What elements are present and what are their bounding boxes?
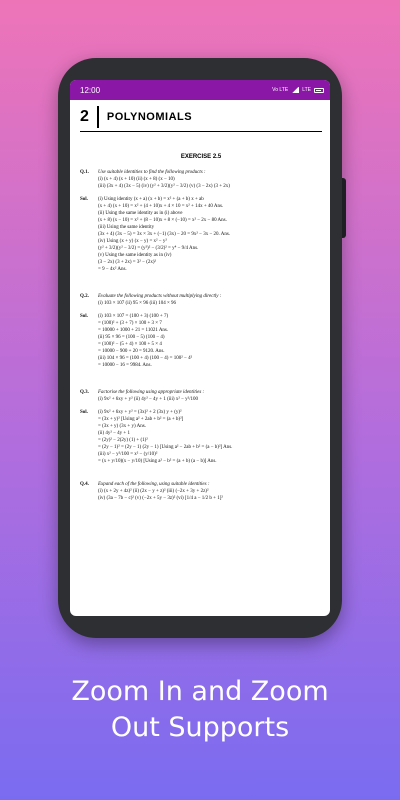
question-number: Q.2.: [80, 294, 89, 299]
exercise-title: EXERCISE 2.5: [180, 154, 222, 160]
lte-label: LTE: [302, 87, 311, 93]
solution-line: (iii) 104 × 96 = (100 + 4) (100 − 4) = 100² − 4²: [98, 356, 193, 361]
volte-label: Vo LTE: [272, 87, 289, 93]
solution-line: (x + 4) (x + 10) = x² + (4 + 10)x + 4 × 10 = x² + 14x + 40 Ans.: [98, 204, 224, 209]
solution-line: = 10000 + 1000 + 21 = 11021 Ans.: [98, 328, 169, 333]
solution-line: (x + 8) (x − 10) = x² + (8 − 10)x + 8 × (−10) = x² − 2x − 80 Ans.: [98, 218, 227, 223]
question-text: Evaluate the following products without multiplying directly :: [98, 294, 222, 299]
solution-line: (i) 9x² + 6xy + y² = (3x)² + 2 (3x) y + (y)²: [98, 410, 182, 415]
solution-line: = (2y − 1)² = (2y − 1) (2y − 1) [Using a² − 2ab + b² = (a − b)²] Ans.: [98, 445, 233, 450]
solution: [80, 196, 322, 273]
solution-line: (iv) Using (x + y) (x − y) = x² − y²: [98, 239, 167, 244]
question-number: Q.1.: [80, 170, 89, 175]
question-parts: (iv) (3a − 7b − c)² (v) (−2x + 5y − 3z)² (vi) [1/4 a − 1/2 b + 1]²: [98, 496, 223, 501]
solution-line: (i) 103 × 107 = (100 + 3) (100 + 7): [98, 314, 169, 319]
solution-line: (3x + 4) (3x − 5) = 3x × 3x + (−1) (3x) − 20 = 9x² − 3x − 20. Ans.: [98, 232, 231, 237]
promo-caption-line: Out Supports: [110, 712, 290, 743]
solution-label: Sol.: [80, 410, 88, 415]
question-2: [80, 293, 322, 369]
signal-icon: [291, 87, 299, 93]
solution-line: (ii) Using the same identity as in (i) above: [98, 211, 183, 216]
phone-frame: [58, 58, 342, 638]
app-screen: [70, 80, 330, 616]
chapter-title: POLYNOMIALS: [106, 111, 193, 123]
solution-line: (ii) 95 × 96 = (100 − 5) (100 − 4): [98, 335, 165, 340]
question-parts: (i) (x + 2y + 4z)² (ii) (2x − y + z)² (iii) (−2x + 3y + 2z)²: [98, 489, 209, 494]
chapter-header: [80, 106, 322, 132]
status-time: 12:00: [80, 85, 101, 95]
question-text: Use suitable identities to find the following products :: [98, 170, 206, 175]
question-number: Q.4.: [80, 482, 89, 487]
solution-line: (iii) Using the same identity: [98, 225, 155, 230]
question-number: Q.3.: [80, 390, 89, 395]
phone-side-button: [342, 178, 346, 238]
solution-line: = 10000 − 900 + 20 = 9120. Ans.: [98, 349, 165, 354]
solution-line: (ii) 4y² − 4y + 1: [98, 431, 130, 436]
solution-line: = (100)² − (5 + 4) × 100 + 5 × 4: [98, 342, 162, 347]
solution-label: Sol.: [80, 314, 88, 319]
solution-line: (y² + 3/2)(y² − 3/2) = (y²)² − (3/2)² = y⁴ − 9/4 Ans.: [98, 246, 199, 251]
question-parts: (i) 103 × 107 (ii) 95 × 96 (iii) 104 × 96: [98, 301, 177, 306]
solution-line: = (x + y/10)(x − y/10) [Using a² − b² = (a + b) (a − b)] Ans.: [98, 459, 217, 464]
promo-caption: [0, 674, 400, 746]
solution-line: (i) Using identity (x + a) (x + b) = x² + (a + b) x + ab: [98, 197, 204, 202]
solution-line: = 9 − 4x² Ans.: [98, 267, 127, 272]
promo-caption-line: Zoom In and Zoom: [71, 676, 329, 707]
chapter-number: 2: [80, 106, 99, 128]
question-parts: (i) 9x² + 6xy + y² (ii) 4y² − 4y + 1 (iii) x² − y²/100: [98, 397, 199, 402]
document-page[interactable]: [70, 100, 330, 616]
solution-line: = (3x + y)² [Using a² + 2ab + b² = (a + b)²]: [98, 417, 184, 422]
question-1: [80, 169, 322, 273]
question-parts: (iii) (3x + 4) (3x − 5) (iv) (y² + 3/2)(y² − 3/2) (v) (3 − 2x) (3 + 2x): [98, 184, 230, 189]
question-3: [80, 389, 322, 465]
solution: [80, 409, 322, 465]
solution-line: = (2y)² − 2(2y) (1) + (1)²: [98, 438, 148, 443]
solution-label: Sol.: [80, 197, 88, 202]
question-text: Factorise the following using appropriate identities :: [98, 390, 205, 395]
battery-icon: [314, 88, 324, 93]
question-text: Expand each of the following, using suitable identities :: [98, 482, 210, 487]
solution-line: (3 − 2x) (3 + 2x) = 3² − (2x)²: [98, 260, 157, 265]
solution-line: = (3x + y) (3x + y) Ans.: [98, 424, 146, 429]
solution: [80, 313, 322, 369]
solution-line: = (100)² + (3 + 7) × 100 + 3 × 7: [98, 321, 162, 326]
question-4: [80, 481, 322, 502]
question-parts: (i) (x + 4) (x + 10) (ii) (x + 8) (x − 10): [98, 177, 175, 182]
solution-line: = 10000 − 16 = 9984. Ans.: [98, 363, 152, 368]
solution-line: (iii) x² − y²/100 = x² − (y/10)²: [98, 452, 158, 457]
status-bar: [70, 80, 330, 100]
status-icons: [272, 87, 324, 93]
solution-line: (v) Using the same identity as in (iv): [98, 253, 172, 258]
